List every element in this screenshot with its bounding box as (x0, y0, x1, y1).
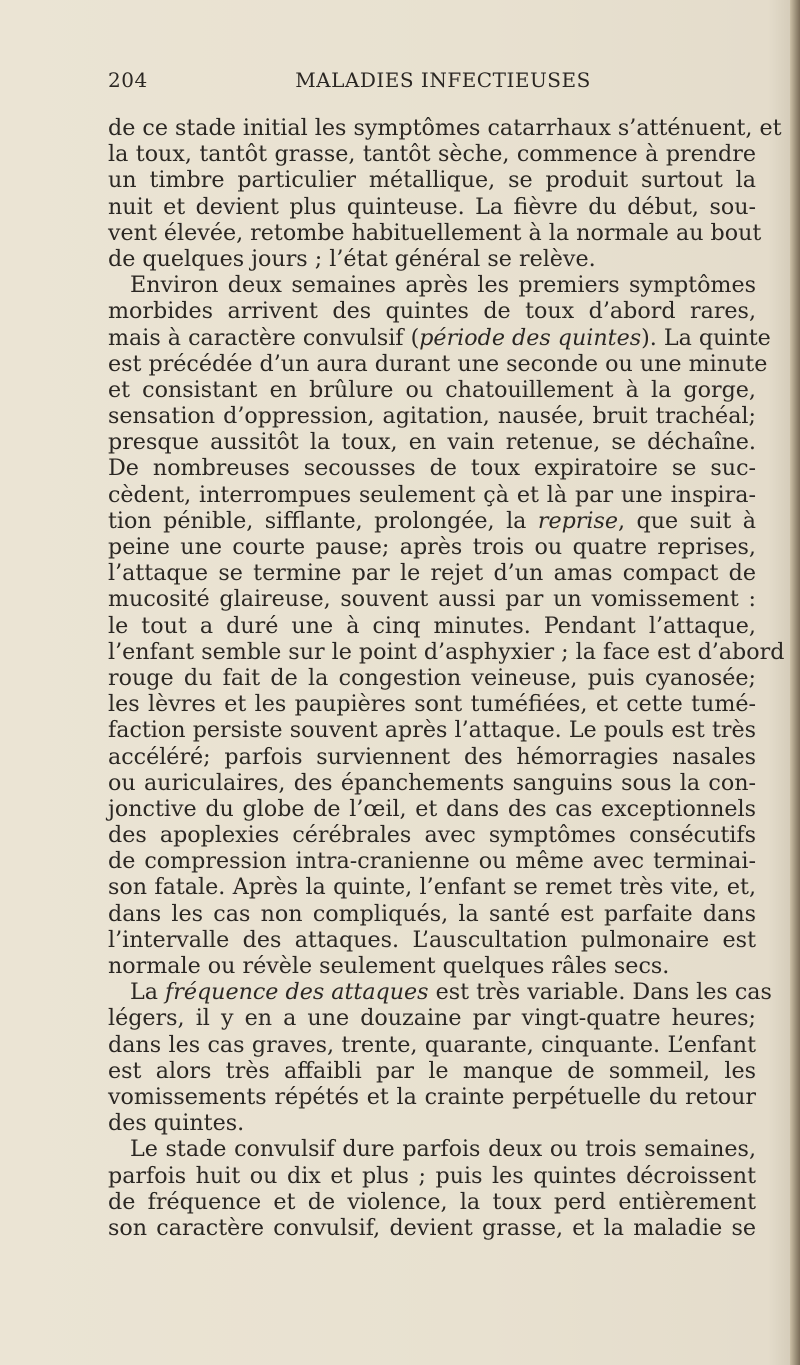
text-line: l’attaque se termine par le rejet d’un amas compact de (108, 560, 756, 587)
text-line: légers, il y en a une douzaine par vingt-quatre heures; (108, 1005, 756, 1032)
text-line: la toux, tantôt grasse, tantôt sèche, commence à prendre (108, 141, 756, 168)
text-line (108, 508, 756, 534)
text-line: des apoplexies cérébrales avec symptômes consécutifs (108, 822, 756, 849)
text-line: sensation d’oppression, agitation, nausée, bruit trachéal; (108, 403, 756, 430)
text-line: presque aussitôt la toux, en vain retenue, se déchaîne. (108, 429, 756, 456)
text-line: est alors très affaibli par le manque de sommeil, les (108, 1057, 756, 1084)
text-line: son fatale. Après la quinte, l’enfant se remet très vite, et, (108, 874, 756, 901)
text-line: nuit et devient plus quinteuse. La fièvre du début, sou- (108, 193, 756, 220)
page-number: 204 (108, 68, 148, 92)
text-line: cèdent, interrompues seulement çà et là par une inspira- (108, 481, 756, 508)
text-line: mucosité glaireuse, souvent aussi par un vomissement : (108, 586, 756, 613)
italic-term: période des quintes (419, 324, 642, 351)
text-line: normale ou révèle seulement quelques râles secs. (108, 953, 670, 979)
text-line: le tout a duré une à cinq minutes. Pendant l’attaque, (108, 612, 756, 639)
text-run: La (130, 979, 166, 1006)
text-line: dans les cas graves, trente, quarante, cinquante. L’enfant (108, 1031, 756, 1058)
text-line: vomissements répétés et la crainte perpétuelle du retour (108, 1083, 756, 1110)
text-line: vent élevée, retombe habituellement à la normale au bout (108, 219, 762, 246)
text-line: de fréquence et de violence, la toux perd entièrement (108, 1188, 756, 1215)
text-run: tion pénible, sifflante, prolongée, la (108, 507, 538, 534)
text-line: un timbre particulier métallique, se produit surtout la (108, 167, 756, 194)
text-line: de ce stade initial les symptômes catarrhaux s’atténuent, et (108, 115, 782, 141)
text-line: des quintes. (108, 1110, 245, 1137)
text-line: et consistant en brûlure ou chatouillement à la gorge, (108, 376, 756, 403)
text-line: ou auriculaires, des épanchements sanguins sous la con- (108, 769, 756, 796)
text-line: morbides arrivent des quintes de toux d’abord rares, (108, 298, 756, 325)
text-line (108, 324, 771, 351)
text-run: est très variable. Dans les cas (428, 979, 772, 1006)
text-line: l’enfant semble sur le point d’asphyxier ; la face est d’abord (108, 638, 785, 665)
italic-term: fréquence des attaques (165, 979, 429, 1006)
text-line: les lèvres et les paupières sont tuméfiées, et cette tumé- (108, 691, 756, 718)
text-line: de compression intra-cranienne ou même avec terminai- (108, 848, 756, 875)
text-line: Environ deux semaines après les premiers symptômes (130, 272, 756, 299)
text-line: de quelques jours ; l’état général se relève. (108, 245, 596, 272)
text-line: est précédée d’un aura durant une seconde ou une minute (108, 350, 768, 377)
text-line: accéléré; parfois surviennent des hémorragies nasales (108, 743, 756, 770)
text-line: son caractère convulsif, devient grasse, et la maladie se (108, 1214, 756, 1241)
text-line: rouge du fait de la congestion veineuse, puis cyanosée; (108, 664, 756, 691)
page-edge-shadow (790, 0, 800, 1365)
body-text (108, 115, 785, 1241)
text-line: dans les cas non compliqués, la santé est parfaite dans (108, 900, 756, 927)
text-run: mais à caractère convulsif ( (108, 324, 420, 351)
text-line: faction persiste souvent après l’attaque. Le pouls est très (108, 717, 756, 744)
italic-term: reprise (537, 507, 619, 534)
text-line (108, 979, 772, 1006)
text-line: l’intervalle des attaques. L’auscultation pulmonaire est (108, 926, 756, 953)
text-run: ). La quinte (641, 324, 771, 351)
running-title: MALADIES INFECTIEUSES (295, 68, 591, 92)
text-line: De nombreuses secousses de toux expiratoire se suc- (108, 455, 756, 482)
text-run: , que suit à (618, 507, 756, 534)
text-line: jonctive du globe de l’œil, et dans des cas exceptionnels (108, 795, 756, 822)
text-line: peine une courte pause; après trois ou quatre reprises, (108, 534, 756, 560)
text-line: parfois huit ou dix et plus ; puis les quintes décroissent (108, 1162, 756, 1189)
text-line: Le stade convulsif dure parfois deux ou trois semaines, (130, 1136, 756, 1163)
